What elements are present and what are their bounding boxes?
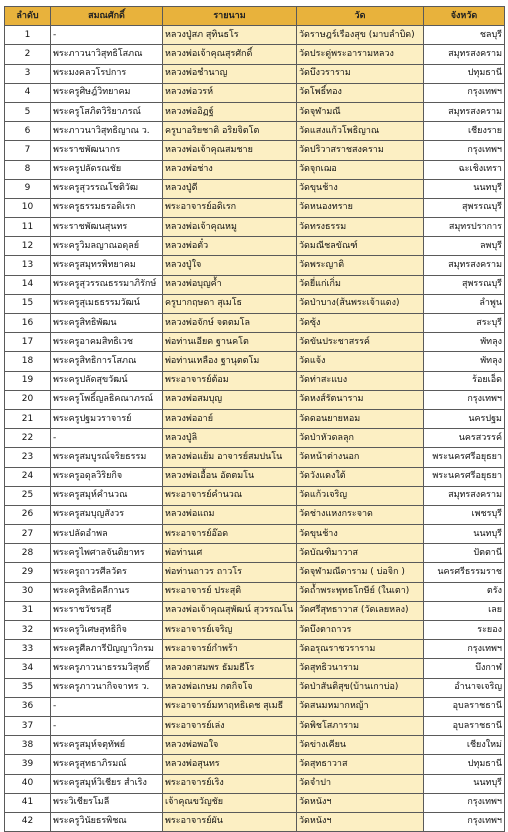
table-row — [5, 448, 505, 467]
cell-rank: พระครูสุวรรณธรรมาภิรักษ์ — [51, 275, 163, 294]
cell-province: บึงกาฬ — [424, 659, 505, 678]
cell-order: 42 — [5, 812, 51, 831]
cell-province: กรุงเทพฯ — [424, 793, 505, 812]
cell-province: ลพบุรี — [424, 237, 505, 256]
cell-name: พระอาจารย์ผัน — [163, 812, 297, 831]
table-row — [5, 294, 505, 313]
table-row — [5, 505, 505, 524]
cell-name: หลวงพ่ออิฏฐ์ — [163, 102, 297, 121]
cell-order: 29 — [5, 563, 51, 582]
cell-name: หลวงพ่อเจ้าคุณหมู — [163, 218, 297, 237]
cell-province: เชียงใหม่ — [424, 736, 505, 755]
cell-province: นนทบุรี — [424, 525, 505, 544]
cell-province: พัทลุง — [424, 333, 505, 352]
cell-name: หลวงพ่อจักษ์ จตตมโล — [163, 314, 297, 333]
cell-order: 19 — [5, 371, 51, 390]
cell-temple: วัดขุนช้าง — [297, 179, 424, 198]
cell-temple: วัดปริวาสราชสงคราม — [297, 141, 424, 160]
cell-name: หลวงตาสมพร ธัมมธีโร — [163, 659, 297, 678]
cell-temple: วัดขุนช้าง — [297, 525, 424, 544]
header-province: จังหวัด — [424, 7, 505, 26]
table-row — [5, 601, 505, 620]
cell-temple: วัดประดู่พระอารามหลวง — [297, 45, 424, 64]
cell-rank: พระครูวิเศษสุทธิกิจ — [51, 621, 163, 640]
cell-order: 41 — [5, 793, 51, 812]
cell-province: พัทลุง — [424, 352, 505, 371]
table-row — [5, 409, 505, 428]
cell-order: 31 — [5, 601, 51, 620]
cell-temple: วัดหน้าต่างนอก — [297, 448, 424, 467]
cell-rank: พระราชพัฒนากร — [51, 141, 163, 160]
table-row — [5, 352, 505, 371]
cell-order: 8 — [5, 160, 51, 179]
cell-temple: วัดบัณฑิมาวาส — [297, 544, 424, 563]
table-row — [5, 736, 505, 755]
table-row — [5, 621, 505, 640]
table-row — [5, 774, 505, 793]
cell-name: หลวงพ่อวรห์ — [163, 83, 297, 102]
cell-order: 28 — [5, 544, 51, 563]
cell-rank: พระครูสมุทรพิทยาคม — [51, 256, 163, 275]
table-row — [5, 45, 505, 64]
cell-order: 35 — [5, 678, 51, 697]
cell-name: พระอาจารย์เริง — [163, 774, 297, 793]
cell-rank: พระครูสมุห์จตุทัพย์ — [51, 736, 163, 755]
cell-temple: วัดบึงวราราม — [297, 64, 424, 83]
table-row — [5, 333, 505, 352]
cell-name: พระอาจารย์เจริญ — [163, 621, 297, 640]
cell-rank: พระครูโสภิตวิริยาภรณ์ — [51, 102, 163, 121]
cell-name: หลวงพ่อเจ้าคุณสุรศักดิ์ — [163, 45, 297, 64]
cell-temple: วัดราษฎร์เรืองสุข (มาบลำบิด) — [297, 26, 424, 45]
cell-rank: พระครูสมุห์คำนวณ — [51, 486, 163, 505]
cell-temple: วัดสนมหมากหญ้า — [297, 697, 424, 716]
cell-province: เลย — [424, 601, 505, 620]
cell-rank: พระราชวัชรสุธี — [51, 601, 163, 620]
cell-name: หลวงพ่อเกษม กตกิจโจ — [163, 678, 297, 697]
cell-rank: พระครูวินัยธรพิชณ — [51, 812, 163, 831]
cell-temple: วัดยี่แก่เกิ่ม — [297, 275, 424, 294]
cell-rank: - — [51, 716, 163, 735]
cell-order: 20 — [5, 390, 51, 409]
table-row — [5, 122, 505, 141]
table-row — [5, 237, 505, 256]
table-row — [5, 390, 505, 409]
cell-temple: วัดอรุณราชวราราม — [297, 640, 424, 659]
cell-rank: พระครูปฐมวราจารย์ — [51, 409, 163, 428]
cell-rank: พระภาวนาวิสุทธิญาณ ว. — [51, 122, 163, 141]
cell-rank: - — [51, 429, 163, 448]
cell-name: เจ้าคุณขวัญชัย — [163, 793, 297, 812]
cell-order: 38 — [5, 736, 51, 755]
cell-province: กรุงเทพฯ — [424, 390, 505, 409]
cell-name: หลวงพ่อตั๋ว — [163, 237, 297, 256]
table-row — [5, 218, 505, 237]
cell-name: หลวงปู่ลิ — [163, 429, 297, 448]
table-row — [5, 429, 505, 448]
cell-name: หลวงปู่ดี — [163, 179, 297, 198]
cell-order: 14 — [5, 275, 51, 294]
table-row — [5, 525, 505, 544]
cell-rank: พระครูปลัดรณชัย — [51, 160, 163, 179]
cell-province: ตรัง — [424, 582, 505, 601]
cell-name: หลวงพ่อช่าง — [163, 160, 297, 179]
cell-temple: วัดโพธิ์ทอง — [297, 83, 424, 102]
table-row — [5, 755, 505, 774]
cell-order: 4 — [5, 83, 51, 102]
cell-rank: พระครูอดุลวิริยกิจ — [51, 467, 163, 486]
cell-province: เพชรบุรี — [424, 505, 505, 524]
cell-temple: วัดแจ้ง — [297, 352, 424, 371]
cell-rank: พระครูสุทธาภิรมณ์ — [51, 755, 163, 774]
cell-province: ปัตตานี — [424, 544, 505, 563]
cell-temple: วัดถ้ำพระพุทธโกษีย์ (ในเตา) — [297, 582, 424, 601]
cell-order: 13 — [5, 256, 51, 275]
cell-temple: วัดพิชโสภาราม — [297, 716, 424, 735]
table-row — [5, 467, 505, 486]
cell-temple: วัดมณีชลขัณฑ์ — [297, 237, 424, 256]
cell-name: พระอาจารย์อดิเรก — [163, 198, 297, 217]
cell-order: 21 — [5, 409, 51, 428]
amulet-list-table — [4, 6, 505, 832]
cell-temple: วัดขันประชาสรรค์ — [297, 333, 424, 352]
cell-name: ครูบาอริยชาติ อริยจิตโต — [163, 122, 297, 141]
table-row — [5, 26, 505, 45]
cell-province: นครปฐม — [424, 409, 505, 428]
cell-rank: พระครูอาคมสิทธิเวช — [51, 333, 163, 352]
cell-order: 26 — [5, 505, 51, 524]
table-row — [5, 371, 505, 390]
cell-order: 33 — [5, 640, 51, 659]
cell-rank: พระครูสิทธิการโสภณ — [51, 352, 163, 371]
table-row — [5, 160, 505, 179]
cell-province: ร้อยเอ็ด — [424, 371, 505, 390]
cell-temple: วัดสุทธาวาส — [297, 755, 424, 774]
table-header — [5, 7, 505, 26]
cell-temple: วัดช่างแหงกระจาด — [297, 505, 424, 524]
cell-order: 2 — [5, 45, 51, 64]
header-rank: สมณศักดิ์ — [51, 7, 163, 26]
table-row — [5, 582, 505, 601]
cell-province: สมุทรสงคราม — [424, 256, 505, 275]
cell-rank: พระครูปลัดสุขวัฒน์ — [51, 371, 163, 390]
cell-temple: วัดซุ้ง — [297, 314, 424, 333]
cell-rank: พระครูสิทธิพัฒน — [51, 314, 163, 333]
cell-province: กรุงเทพฯ — [424, 812, 505, 831]
cell-rank: พระครูสมุห์วิเชียร สำเริง — [51, 774, 163, 793]
cell-name: หลวงพ่อบุญค้ำ — [163, 275, 297, 294]
cell-temple: วัดหนังฯ — [297, 812, 424, 831]
cell-province: ระยอง — [424, 621, 505, 640]
cell-name: พ่อท่านถาวร ถาวโร — [163, 563, 297, 582]
cell-province: อุบลราชธานี — [424, 716, 505, 735]
cell-name: หลวงพ่อสุนทร — [163, 755, 297, 774]
cell-temple: วัดวังแดงใต้ — [297, 467, 424, 486]
cell-province: ฉะเชิงเทรา — [424, 160, 505, 179]
cell-rank: พระมงคลวโรปการ — [51, 64, 163, 83]
cell-temple: วัดจำปา — [297, 774, 424, 793]
cell-name: หลวงปู่ใจ — [163, 256, 297, 275]
table-row — [5, 179, 505, 198]
cell-province: ลำพูน — [424, 294, 505, 313]
cell-order: 11 — [5, 218, 51, 237]
cell-rank: พระครูสุเมธธรรมวัฒน์ — [51, 294, 163, 313]
cell-temple: วัดหนองทราย — [297, 198, 424, 217]
cell-temple: วัดท่าสะแบง — [297, 371, 424, 390]
header-name: รายนาม — [163, 7, 297, 26]
table-row — [5, 812, 505, 831]
cell-name: หลวงพ่อพอใจ — [163, 736, 297, 755]
cell-rank: พระวิเชียรโมลี — [51, 793, 163, 812]
cell-temple: วัดบึงตาถาวร — [297, 621, 424, 640]
cell-rank: พระครูศีลภารีปัญญาวิกรม — [51, 640, 163, 659]
cell-rank: พระภาวนาวิสุทธิโสภณ — [51, 45, 163, 64]
cell-temple: วัดป่าบาง(ส้นพระเจ้าแดง) — [297, 294, 424, 313]
cell-rank: พระครูวิมลญาณอดุลย์ — [51, 237, 163, 256]
cell-order: 7 — [5, 141, 51, 160]
cell-order: 17 — [5, 333, 51, 352]
table-row — [5, 793, 505, 812]
cell-rank: - — [51, 26, 163, 45]
cell-rank: - — [51, 697, 163, 716]
header-order: ลำดับ — [5, 7, 51, 26]
cell-order: 3 — [5, 64, 51, 83]
table-row — [5, 659, 505, 678]
cell-order: 16 — [5, 314, 51, 333]
cell-order: 25 — [5, 486, 51, 505]
cell-province: สมุทรปราการ — [424, 218, 505, 237]
cell-temple: วัดดอนยายหอม — [297, 409, 424, 428]
cell-name: หลวงพ่อแย้ม อาจารย์สมปนโน — [163, 448, 297, 467]
cell-order: 40 — [5, 774, 51, 793]
table-body — [5, 26, 505, 832]
cell-name: หลวงพ่อสมบุญ — [163, 390, 297, 409]
table-row — [5, 102, 505, 121]
cell-province: นครศรีธรรมราช — [424, 563, 505, 582]
table-row — [5, 275, 505, 294]
cell-order: 27 — [5, 525, 51, 544]
cell-temple: วัดสุทธิวนาราม — [297, 659, 424, 678]
cell-province: ปทุมธานี — [424, 64, 505, 83]
cell-province: กรุงเทพฯ — [424, 83, 505, 102]
table-row — [5, 678, 505, 697]
cell-province: สมุทรสงคราม — [424, 45, 505, 64]
cell-rank: พระครูศิษฎ์วิทยาคม — [51, 83, 163, 102]
table-row — [5, 697, 505, 716]
cell-order: 32 — [5, 621, 51, 640]
cell-temple: วัดจุกเฌอ — [297, 160, 424, 179]
cell-province: อำนาจเจริญ — [424, 678, 505, 697]
cell-rank: พระครูสมบุญสังวร — [51, 505, 163, 524]
cell-province: ชลบุรี — [424, 26, 505, 45]
cell-temple: วัดพระญาติ — [297, 256, 424, 275]
cell-name: พระอาจารย์ ประสุติ — [163, 582, 297, 601]
table-row — [5, 314, 505, 333]
cell-name: ครูบากฤษดา สุเมโธ — [163, 294, 297, 313]
cell-name: หลวงพ่อเอื้อน อัตตมโน — [163, 467, 297, 486]
cell-province: พระนครศรีอยุธยา — [424, 467, 505, 486]
cell-province: สุพรรณบุรี — [424, 275, 505, 294]
cell-rank: พระราชพัฒนสุนทร — [51, 218, 163, 237]
cell-order: 12 — [5, 237, 51, 256]
table-row — [5, 64, 505, 83]
cell-order: 37 — [5, 716, 51, 735]
table-row — [5, 563, 505, 582]
cell-name: หลวงพ่อเจ้าคุณสุพัฒน์ สุวรรณโน — [163, 601, 297, 620]
cell-temple: วัดหนังฯ — [297, 793, 424, 812]
cell-order: 1 — [5, 26, 51, 45]
cell-name: หลวงพ่ออาย์ — [163, 409, 297, 428]
cell-temple: วัดทรงธรรม — [297, 218, 424, 237]
cell-order: 36 — [5, 697, 51, 716]
cell-name: พระอาจารย์คำนวณ — [163, 486, 297, 505]
cell-name: พระอาจารย์กำพร้า — [163, 640, 297, 659]
table-row — [5, 141, 505, 160]
table-row — [5, 486, 505, 505]
cell-temple: วัดจุฬามณี — [297, 102, 424, 121]
cell-province: สุพรรณบุรี — [424, 198, 505, 217]
cell-rank: พระครูภาวนาธรรมวิสุทธิ์ — [51, 659, 163, 678]
cell-rank: พระครูไพศาลจันติยาทร — [51, 544, 163, 563]
cell-name: พระอาจารย์เล่ง — [163, 716, 297, 735]
cell-order: 22 — [5, 429, 51, 448]
cell-province: นนทบุรี — [424, 179, 505, 198]
table-row — [5, 716, 505, 735]
cell-order: 39 — [5, 755, 51, 774]
cell-order: 9 — [5, 179, 51, 198]
cell-temple: วัดข่างเคียน — [297, 736, 424, 755]
cell-province: นครสวรรค์ — [424, 429, 505, 448]
cell-order: 34 — [5, 659, 51, 678]
cell-rank: พระปลัดอำพล — [51, 525, 163, 544]
cell-province: พระนครศรีอยุธยา — [424, 448, 505, 467]
cell-order: 10 — [5, 198, 51, 217]
table-row — [5, 640, 505, 659]
cell-order: 18 — [5, 352, 51, 371]
cell-name: หลวงพ่อแถม — [163, 505, 297, 524]
cell-order: 24 — [5, 467, 51, 486]
cell-temple: วัดป่าสันติสุข(บ้านเกาบ่อ) — [297, 678, 424, 697]
cell-name: หลวงปู่สภ สุทินธโร — [163, 26, 297, 45]
table-row — [5, 544, 505, 563]
cell-name: พ่อท่านเอียด ฐานคโต — [163, 333, 297, 352]
cell-rank: พระครูสมบูรณ์จริยธรรม — [51, 448, 163, 467]
cell-province: เชียงราย — [424, 122, 505, 141]
header-temple: วัด — [297, 7, 424, 26]
header-row — [5, 7, 505, 26]
cell-rank: พระครูถาวรศีลวัตร — [51, 563, 163, 582]
cell-name: พระอาจารย์ต้อม — [163, 371, 297, 390]
cell-order: 30 — [5, 582, 51, 601]
cell-temple: วัดจุฬามณีดาราม ( บ่อจิก ) — [297, 563, 424, 582]
cell-temple: วัดแก้วเจริญ — [297, 486, 424, 505]
cell-rank: พระครูภาวนากิจจาทร ว. — [51, 678, 163, 697]
cell-name: พระอาจารย์อ๊อด — [163, 525, 297, 544]
cell-province: นนทบุรี — [424, 774, 505, 793]
cell-province: สระบุรี — [424, 314, 505, 333]
table-row — [5, 256, 505, 275]
cell-rank: พระครูสุวรรณโชติวัฒ — [51, 179, 163, 198]
cell-name: พ่อท่านเศ — [163, 544, 297, 563]
cell-rank: พระครูสิทธิคลีกานร — [51, 582, 163, 601]
cell-province: อุบลราชธานี — [424, 697, 505, 716]
cell-rank: พระครูโพธิ์ญลธิคณาภรณ์ — [51, 390, 163, 409]
cell-province: ปทุมธานี — [424, 755, 505, 774]
cell-temple: วัดแสงแก้วโพธิญาณ — [297, 122, 424, 141]
cell-order: 15 — [5, 294, 51, 313]
cell-name: พระอาจารย์มหาฤทธิเดช สุเมธี — [163, 697, 297, 716]
table-row — [5, 83, 505, 102]
table-row — [5, 198, 505, 217]
cell-order: 6 — [5, 122, 51, 141]
cell-province: กรุงเทพฯ — [424, 141, 505, 160]
cell-name: หลวงพ่อชำนาญ — [163, 64, 297, 83]
cell-temple: วัดป่าหัวดลลุก — [297, 429, 424, 448]
cell-name: พ่อท่านเหลือง ฐานุตตโม — [163, 352, 297, 371]
cell-rank: พระครูธรรมธรอดิเรก — [51, 198, 163, 217]
cell-province: สมุทรสงคราม — [424, 102, 505, 121]
cell-province: กรุงเทพฯ — [424, 640, 505, 659]
cell-name: หลวงพ่อเจ้าคุณสมชาย — [163, 141, 297, 160]
cell-temple: วัดศรีสุทธาวาส (วัดเลยหลง) — [297, 601, 424, 620]
cell-province: สมุทรสงคราม — [424, 486, 505, 505]
cell-order: 5 — [5, 102, 51, 121]
cell-order: 23 — [5, 448, 51, 467]
cell-temple: วัดหงส์รัตนาราม — [297, 390, 424, 409]
